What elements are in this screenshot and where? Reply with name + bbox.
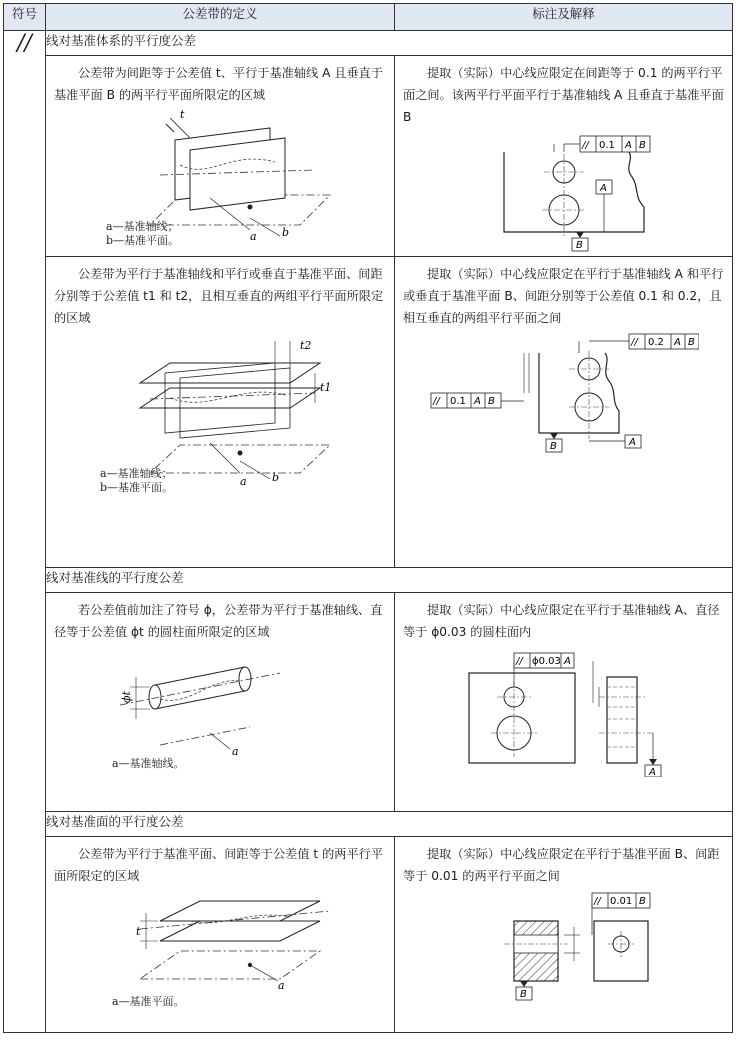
fcf-symbol: // bbox=[432, 396, 440, 407]
drawing-fcf-0.01-B bbox=[464, 891, 664, 1001]
datum-b-box: B bbox=[519, 989, 527, 1000]
section-row bbox=[4, 31, 733, 56]
fcf-symbol: // bbox=[581, 140, 589, 151]
annotation-cell bbox=[395, 593, 733, 812]
tolerance-zone-figure-flat bbox=[100, 891, 340, 991]
annotation-cell bbox=[395, 257, 733, 568]
definition-cell bbox=[46, 593, 395, 812]
datum-b-box: B bbox=[575, 240, 583, 251]
fcf-datum-a: A bbox=[473, 396, 481, 407]
legend-item: a—基准轴线。 bbox=[112, 757, 185, 770]
legend bbox=[112, 995, 386, 1009]
legend-item: a—基准平面。 bbox=[112, 995, 185, 1008]
fcf-value: 0.01 bbox=[609, 896, 632, 907]
datum-a-box: A bbox=[648, 767, 656, 777]
section-row bbox=[4, 568, 733, 593]
header-definition: 公差带的定义 bbox=[46, 4, 395, 31]
label-a: a bbox=[240, 475, 247, 488]
label-t: t bbox=[180, 110, 185, 121]
label-a: a bbox=[278, 979, 285, 991]
definition-text: 若公差值前加注了符号 ϕ，公差带为平行于基准轴线、直径等于公差值 ϕt 的圆柱面所限定的区域 bbox=[54, 603, 383, 639]
fcf-symbol: // bbox=[630, 337, 638, 348]
annotation-text: 提取（实际）中心线应限定在间距等于 0.1 的两平行平面之间。该两平行平面平行于基准轴线 A 且垂直于基准平面 B bbox=[403, 66, 724, 124]
label-b: b bbox=[272, 471, 280, 484]
annotation-text: 提取（实际）中心线应限定在平行于基准轴线 A 和平行或垂直于基准平面 B、间距分别等于公差值 0.1 和 0.2，且相互垂直的两组平行平面之间 bbox=[403, 267, 724, 325]
definition-cell bbox=[46, 837, 395, 1033]
legend-item: a—基准轴线； bbox=[100, 467, 173, 480]
table-header-row bbox=[4, 4, 733, 31]
drawing-fcf-phi0.03-A bbox=[459, 647, 669, 777]
datum-b-box: B bbox=[549, 441, 557, 452]
table-row bbox=[4, 837, 733, 1033]
legend bbox=[106, 220, 386, 248]
legend-item: a—基准轴线； bbox=[106, 220, 179, 233]
annotation-text: 提取（实际）中心线应限定在平行于基准轴线 A、直径等于 ϕ0.03 的圆柱面内 bbox=[403, 603, 720, 639]
annotation-cell bbox=[395, 837, 733, 1033]
drawing-fcf-0.1-AB bbox=[464, 132, 664, 252]
fcf-symbol: // bbox=[515, 656, 523, 667]
fcf-datum-b: B bbox=[638, 140, 646, 151]
definition-text: 公差带为间距等于公差值 t、平行于基准轴线 A 且垂直于基准平面 B 的两平行平面所限定的区域 bbox=[54, 66, 384, 102]
fcf-datum-a: A bbox=[563, 656, 571, 667]
drawing-fcf-0.1-0.2-AB bbox=[429, 333, 699, 463]
label-t: t bbox=[136, 925, 141, 938]
fcf-value: 0.1 bbox=[449, 396, 466, 407]
fcf-datum-a: A bbox=[673, 337, 681, 348]
fcf-datum-b: B bbox=[687, 337, 695, 348]
fcf-datum-a: A bbox=[624, 140, 632, 151]
annotation-text: 提取（实际）中心线应限定在平行于基准平面 B、间距等于 0.01 的两平行平面之间 bbox=[403, 847, 720, 883]
definition-cell bbox=[46, 257, 395, 568]
label-a: a bbox=[250, 230, 257, 243]
parallelism-symbol: // bbox=[4, 31, 46, 1033]
definition-cell bbox=[46, 56, 395, 257]
fcf-value: 0.2 bbox=[647, 337, 664, 348]
table-row bbox=[4, 593, 733, 812]
legend-item: b—基准平面。 bbox=[100, 481, 174, 494]
fcf-datum-b: B bbox=[487, 396, 495, 407]
fcf-symbol: // bbox=[593, 896, 601, 907]
legend bbox=[112, 757, 386, 771]
datum-a-box: A bbox=[628, 437, 636, 448]
label-b: b bbox=[282, 226, 290, 239]
label-t1: t1 bbox=[320, 381, 332, 394]
legend-item: b—基准平面。 bbox=[106, 234, 180, 247]
fcf-value: ϕ0.03 bbox=[531, 656, 561, 667]
table-row bbox=[4, 56, 733, 257]
header-annotation: 标注及解释 bbox=[395, 4, 733, 31]
fcf-value: 0.1 bbox=[598, 140, 615, 151]
tolerance-zone-figure-cylinder bbox=[100, 647, 340, 757]
section-title: 线对基准线的平行度公差 bbox=[46, 568, 733, 593]
annotation-cell bbox=[395, 56, 733, 257]
section-row bbox=[4, 812, 733, 837]
label-t2: t2 bbox=[300, 339, 312, 352]
datum-a-box: A bbox=[599, 183, 607, 194]
parallelism-tolerance-table bbox=[3, 3, 733, 1033]
table-row bbox=[4, 257, 733, 568]
label-phit: ϕt bbox=[120, 691, 133, 703]
label-a: a bbox=[232, 745, 239, 757]
definition-text: 公差带为平行于基准轴线和平行或垂直于基准平面、间距分别等于公差值 t1 和 t2，且相互垂直的两组平行平面所限定的区域 bbox=[54, 267, 384, 325]
fcf-datum-b: B bbox=[638, 896, 646, 907]
section-title: 线对基准面的平行度公差 bbox=[46, 812, 733, 837]
section-title: 线对基准体系的平行度公差 bbox=[46, 31, 733, 56]
definition-text: 公差带为平行于基准平面、间距等于公差值 t 的两平行平面所限定的区域 bbox=[54, 847, 384, 883]
header-symbol: 符号 bbox=[4, 4, 46, 31]
